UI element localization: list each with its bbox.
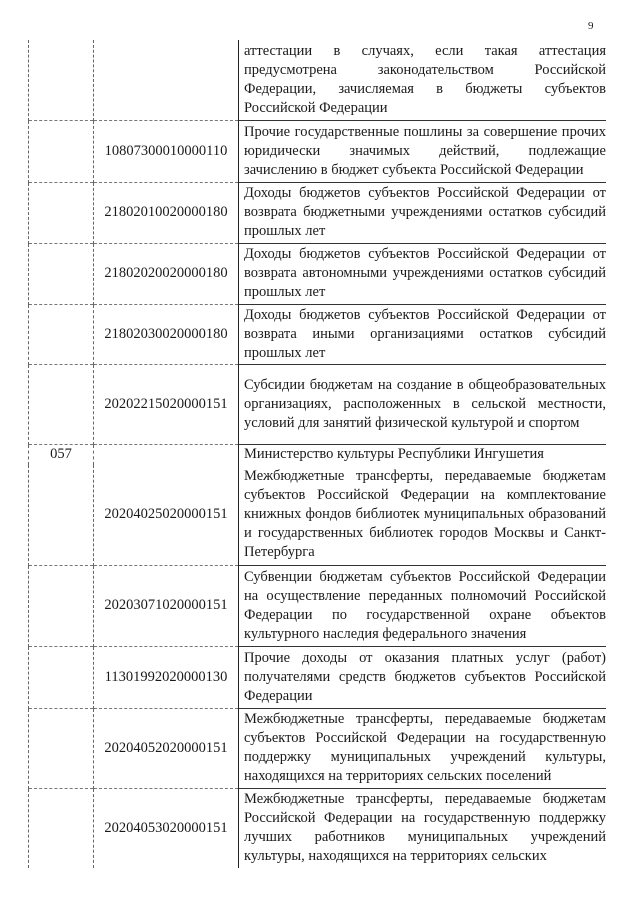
revenue-code-cell: 11301992020000130 bbox=[94, 646, 239, 708]
revenue-name-cell: Прочие государственные пошлины за совершение прочих юридически значимых действий, подлежащие зачислению в бюджет субъекта Российской Федерации bbox=[239, 120, 607, 182]
revenue-code-cell: 10807300010000110 bbox=[94, 120, 239, 182]
revenue-code-cell: 20204053020000151 bbox=[94, 788, 239, 868]
admin-code-cell: 057 bbox=[29, 444, 94, 465]
revenue-code-cell: 20202215020000151 bbox=[94, 364, 239, 444]
revenue-code-cell bbox=[94, 444, 239, 465]
revenue-name-cell: аттестации в случаях, если такая аттестация предусмотрена законодательством Российской Федерации, зачисляемая в бюджеты субъектов Российской Федерации bbox=[244, 42, 606, 116]
admin-code-cell bbox=[29, 40, 94, 120]
revenue-name-cell: Доходы бюджетов субъектов Российской Федерации от возврата автономными учреждениями остатков субсидий прошлых лет bbox=[239, 243, 607, 304]
admin-code-cell bbox=[29, 465, 94, 565]
table-row bbox=[29, 708, 607, 788]
revenue-name-cell: Субвенции бюджетам субъектов Российской Федерации на осуществление переданных полномочий Российской Федерации по государственной охране объектов культурного наследия федерального значения bbox=[239, 565, 607, 646]
table-row bbox=[29, 364, 607, 444]
revenue-name-cell: Прочие доходы от оказания платных услуг (работ) получателями средств бюджетов субъектов Российской Федерации bbox=[239, 646, 607, 708]
table-row bbox=[29, 444, 607, 465]
revenue-name-cell: Субсидии бюджетам на создание в общеобразовательных организациях, расположенных в сельской местности, условий для занятий физической культурой и спортом bbox=[239, 364, 607, 444]
ministry-name-cell: Министерство культуры Республики Ингушетия bbox=[239, 444, 607, 465]
admin-code-cell bbox=[29, 788, 94, 868]
table-row bbox=[29, 646, 607, 708]
revenue-name-cell: Межбюджетные трансферты, передаваемые бюджетам субъектов Российской Федерации на комплектование книжных фондов библиотек муниципальных образований и государственных библиотек городов Москвы и Санкт-Петербурга bbox=[244, 468, 606, 561]
admin-code-cell bbox=[29, 182, 94, 243]
page-number: 9 bbox=[588, 20, 594, 32]
admin-code-cell bbox=[29, 565, 94, 646]
revenue-code-cell bbox=[94, 40, 239, 120]
revenue-name-cell: Доходы бюджетов субъектов Российской Федерации от возврата бюджетными учреждениями остатков субсидий прошлых лет bbox=[239, 182, 607, 243]
revenue-code-cell: 20204025020000151 bbox=[94, 465, 239, 565]
admin-code-cell bbox=[29, 364, 94, 444]
table-row bbox=[29, 465, 607, 565]
revenue-name-cell: Межбюджетные трансферты, передаваемые бюджетам субъектов Российской Федерации на государственную поддержку муниципальных учреждений культуры, находящихся на территориях сельских поселений bbox=[239, 708, 607, 788]
admin-code-cell bbox=[29, 243, 94, 304]
table-row bbox=[29, 243, 607, 304]
admin-code-cell bbox=[29, 708, 94, 788]
table-row bbox=[29, 304, 607, 364]
admin-code-cell bbox=[29, 120, 94, 182]
table-row bbox=[29, 565, 607, 646]
table-row bbox=[29, 120, 607, 182]
revenue-code-cell: 21802010020000180 bbox=[94, 182, 239, 243]
table-row bbox=[29, 182, 607, 243]
revenue-codes-table bbox=[28, 40, 606, 868]
admin-code-cell bbox=[29, 646, 94, 708]
revenue-name-cell: Межбюджетные трансферты, передаваемые бюджетам Российской Федерации на государственную поддержку лучших работников муниципальных учреждений культуры, находящихся на территориях сельских bbox=[239, 788, 607, 868]
revenue-name-cell: Доходы бюджетов субъектов Российской Федерации от возврата иными организациями остатков субсидий прошлых лет bbox=[239, 304, 607, 364]
admin-code-cell bbox=[29, 304, 94, 364]
revenue-code-cell: 21802020020000180 bbox=[94, 243, 239, 304]
revenue-code-cell: 20204052020000151 bbox=[94, 708, 239, 788]
revenue-code-cell: 20203071020000151 bbox=[94, 565, 239, 646]
revenue-code-cell: 21802030020000180 bbox=[94, 304, 239, 364]
table-row bbox=[29, 40, 607, 120]
table-row bbox=[29, 788, 607, 868]
